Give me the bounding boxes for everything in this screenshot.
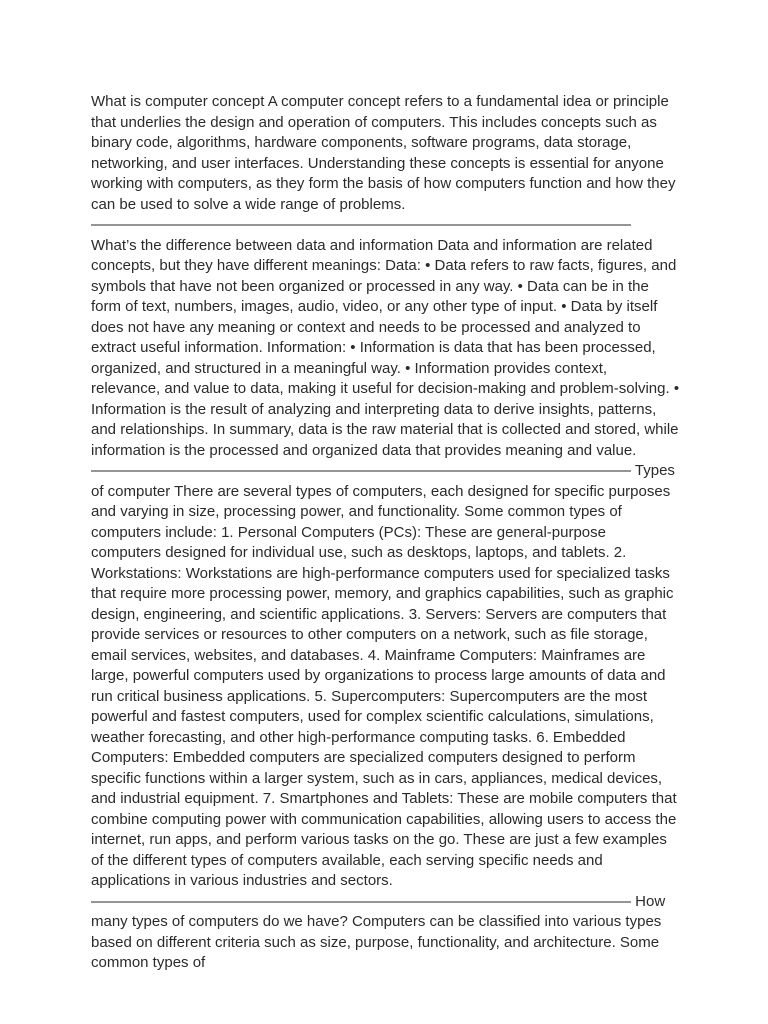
document-body-text: What is computer concept A computer concept refers to a fundamental idea or principle that underlies the design and operation of computers. This includes concepts such as binary code, algorithms, hardware components, software programs, data storage, networking, and user interfaces. Understanding these concepts is essential for anyone working with computers, as they form the basis of how computers function and how they can be used to solve a wide range of problems. ———————————————————————————————————— What’s the difference between data and information Data and information are related concepts, but they have different meanings: Data: • Data refers to raw facts, figures, and symbols that have not been organized or processed in any way. • Data can be in the form of text, numbers, images, audio, video, or any other type of input. • Data by itself does not have any meaning or context and needs to be processed and analyzed to extract useful information. Information: • Information is data that has been processed, organized, and structured in a meaningful way. • Information provides context, relevance, and value to data, making it useful for decision-making and problem-solving. • Information is the result of analyzing and interpreting data to derive insights, patterns, and relationships. In summary, data is the raw material that is collected and stored, while information is the processed and organized data that provides meaning and value. ———————————————————————————————————— Types of computer There are several types of computers, each designed for specific purposes and varying in size, processing power, and functionality. Some common types of computers include: 1. Personal Computers (PCs): These are general-purpose computers designed for individual use, such as desktops, laptops, and tablets. 2. Workstations: Workstations are high-performance computers used for specialized tasks that require more processing power, memory, and graphics capabilities, such as graphic design, engineering, and scientific applications. 3. Servers: Servers are computers that provide services or resources to other computers on a network, such as file storage, email services, websites, and databases. 4. Mainframe Computers: Mainframes are large, powerful computers used by organizations to process large amounts of data and run critical business applications. 5. Supercomputers: Supercomputers are the most powerful and fastest computers, used for complex scientific calculations, simulations, weather forecasting, and other high-performance computing tasks. 6. Embedded Computers: Embedded computers are specialized computers designed to perform specific functions within a larger system, such as in cars, appliances, medical devices, and industrial equipment. 7. Smartphones and Tablets: These are mobile computers that combine computing power with communication capabilities, allowing users to access the internet, run apps, and perform various tasks on the go. These are just a few examples of the different types of computers available, each serving specific needs and applications in various industries and sectors. ———————————————————————————————————— How many types of computers do we have? Computers can be classified into various types based on different criteria such as size, purpose, functionality, and architecture. Some common types of [91, 93, 680, 971]
document-page [91, 92, 680, 974]
